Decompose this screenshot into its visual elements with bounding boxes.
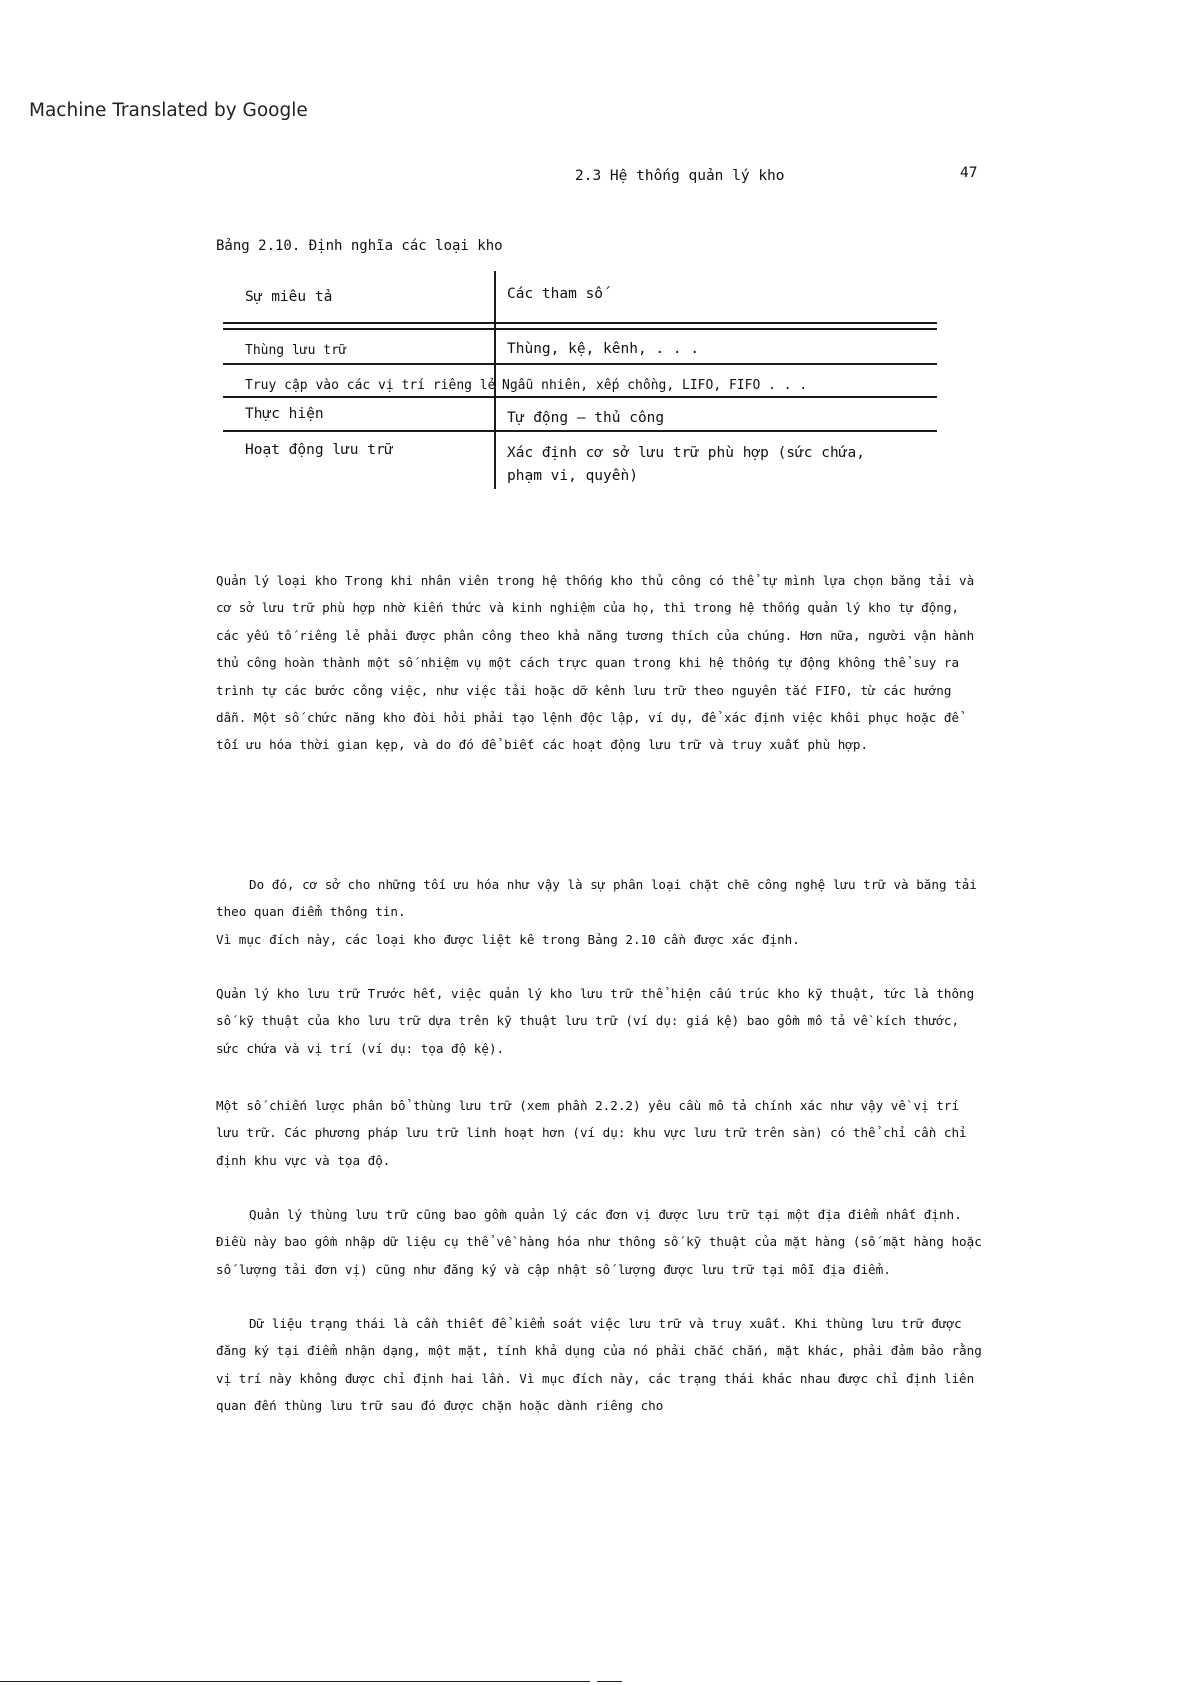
paragraph-line: các yếu tố riêng lẻ phải được phân công theo khả năng tương thích của chúng. Hơn nữa, người vận hành	[216, 627, 975, 643]
paragraph-line: Một số chiến lược phân bổ thùng lưu trữ (xem phần 2.2.2) yêu cầu mô tả chính xác như vậy về vị trí	[216, 1098, 960, 1113]
paragraph-line: sức chứa và vị trí (ví dụ: tọa độ kệ).	[216, 1040, 505, 1056]
paragraph-allocation-strategies	[216, 1092, 976, 1174]
paragraph-line: Vì mục đích này, các loại kho được liệt kê trong Bảng 2.10 cần được xác định.	[216, 931, 800, 947]
paragraph-line: Quản lý thùng lưu trữ cũng bao gồm quản lý các đơn vị được lưu trữ tại một địa điểm nhất định.	[249, 1207, 962, 1222]
paragraph-line: thủ công hoàn thành một số nhiệm vụ một cách trực quan trong khi hệ thống tự động không thể suy ra	[216, 655, 960, 671]
paragraph-line: dẫn. Một số chức năng kho đòi hỏi phải tạo lệnh độc lập, ví dụ, để xác định việc khôi phục hoặc để	[216, 710, 960, 726]
table-row-rule	[223, 363, 937, 365]
paragraph-line: cơ sở lưu trữ phù hợp nhờ kiến thức và kinh nghiệm của họ, thì trong hệ thống quản lý kho tự động,	[216, 600, 960, 616]
machine-translation-banner: Machine Translated by Google	[29, 100, 308, 121]
paragraph-line: tối ưu hóa thời gian kẹp, và do đó để biết các hoạt động lưu trữ và truy xuất phù hợp.	[216, 737, 869, 753]
paragraph-line: số kỹ thuật của kho lưu trữ dựa trên kỹ thuật lưu trữ (ví dụ: giá kệ) bao gồm mô tả về kích thước,	[216, 1013, 960, 1029]
table-cell: Thùng lưu trữ	[245, 343, 347, 358]
paragraph-bin-management	[216, 1201, 982, 1283]
paragraph-line: lưu trữ. Các phương pháp lưu trữ linh hoạt hơn (ví dụ: khu vực lưu trữ trên sàn) có thể chỉ cần chỉ	[216, 1125, 967, 1141]
paragraph-warehouse-type-management	[216, 567, 976, 759]
table-caption: Bảng 2.10. Định nghĩa các loại kho	[216, 238, 503, 254]
paragraph-line: vị trí này không được chỉ định hai lần. Vì mục đích này, các trạng thái khác nhau được chỉ định liên	[216, 1370, 975, 1386]
table-row-rule	[223, 430, 937, 432]
table-cell: Thực hiện	[245, 406, 324, 422]
paragraph-line: Điều này bao gồm nhập dữ liệu cụ thể về hàng hóa như thông số kỹ thuật của mặt hàng (số mặt hàng hoặc	[216, 1234, 982, 1250]
table-header-rule-top	[223, 322, 937, 324]
table-row-rule	[223, 396, 937, 398]
paragraph-line: Quản lý kho lưu trữ Trước hết, việc quản lý kho lưu trữ thể hiện cấu trúc kho kỹ thuật, tức là thông	[216, 986, 975, 1001]
table-cell: Xác định cơ sở lưu trữ phù hợp (sức chứa, phạm vi, quyền)	[507, 445, 865, 484]
footer-rule	[0, 1681, 590, 1682]
page-number: 47	[960, 165, 978, 181]
paragraph-storage-management	[216, 980, 976, 1062]
footer-rule	[597, 1681, 622, 1682]
paragraph-line: đăng ký tại điểm nhận dạng, một mặt, tính khả dụng của nó phải chắc chắn, mặt khác, phải đảm bảo rằng	[216, 1343, 982, 1359]
table-cell: Ngẫu nhiên, xếp chồng, LIFO, FIFO . . .	[502, 378, 808, 393]
paragraph-line: Dữ liệu trạng thái là cần thiết để kiểm soát việc lưu trữ và truy xuất. Khi thùng lưu trữ được	[249, 1316, 962, 1331]
paragraph-status-data	[216, 1310, 982, 1420]
table-cell: Truy cập vào các vị trí riêng lẻ	[245, 378, 496, 393]
paragraph-line: trình tự các bước công việc, như việc tải hoặc dỡ kênh lưu trữ theo nguyên tắc FIFO, từ các hướng	[216, 682, 952, 698]
table-cell: Hoạt động lưu trữ	[245, 442, 394, 458]
table-header-rule-bottom	[223, 328, 937, 330]
paragraph-line: quan đến thùng lưu trữ sau đó được chặn hoặc dành riêng cho	[216, 1398, 664, 1414]
table-cell: Thùng, kệ, kênh, . . .	[507, 341, 700, 357]
paragraph-line: số lượng tải đơn vị) cũng như đăng ký và cập nhật số lượng được lưu trữ tại mỗi địa điểm.	[216, 1261, 891, 1277]
paragraph-line: định khu vực và tọa độ.	[216, 1152, 391, 1168]
paragraph-line: theo quan điểm thông tin.	[216, 904, 406, 920]
paragraph-line: Do đó, cơ sở cho những tối ưu hóa như vậy là sự phân loại chặt chẽ công nghệ lưu trữ và băng tải	[249, 877, 977, 892]
paragraph-line: Quản lý loại kho Trong khi nhân viên trong hệ thống kho thủ công có thể tự mình lựa chọn băng tải và	[216, 573, 975, 588]
running-header: 2.3 Hệ thống quản lý kho	[575, 168, 785, 184]
table-header-parameters: Các tham số	[507, 286, 604, 302]
paragraph-optimization-basis	[216, 871, 976, 953]
table-cell: Tự động – thủ công	[507, 410, 665, 426]
table-header-description: Sự miêu tả	[245, 289, 333, 305]
